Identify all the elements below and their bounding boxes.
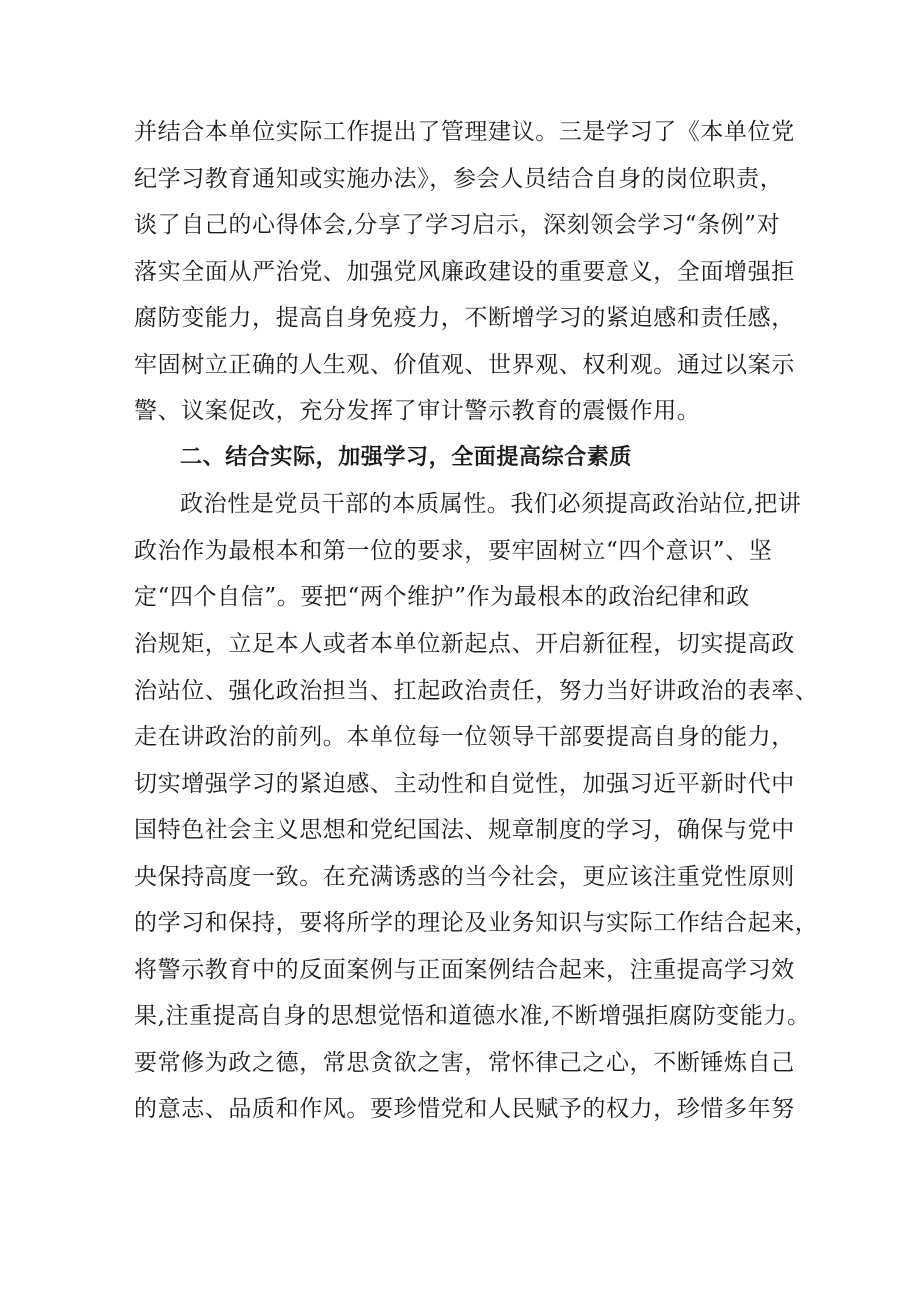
text-line: 谈了自己的心得体会,分享了学习启示，深刻领会学习“条例”对 — [134, 212, 781, 239]
text-line: 将警示教育中的反面案例与正面案例结合起来，注重提高学习效 — [134, 956, 795, 983]
text-line: 警、议案促改，充分发挥了审计警示教育的震慑作用。 — [134, 398, 701, 425]
text-line: 果,注重提高自身的思想觉悟和道德水准,不断增强拒腐防变能力。 — [134, 1003, 811, 1030]
text-line: 治规矩，立足本人或者本单位新起点、开启新征程，切实提高政 — [134, 631, 795, 658]
text-line: 并结合本单位实际工作提出了管理建议。三是学习了《本单位党 — [134, 119, 795, 145]
text-line: 牢固树立正确的人生观、价值观、世界观、权利观。通过以案示 — [134, 351, 795, 378]
text-line: 的学习和保持，要将所学的理论及业务知识与实际工作结合起来， — [134, 910, 819, 937]
text-line: 国特色社会主义思想和党纪国法、规章制度的学习，确保与党中 — [134, 817, 795, 844]
text-line: 落实全面从严治党、加强党风廉政建设的重要意义，全面增强拒 — [134, 258, 795, 285]
text-line: 腐防变能力，提高自身免疫力，不断增学习的紧迫感和责任感， — [134, 305, 795, 332]
text-line: 走在讲政治的前列。本单位每一位领导干部要提高自身的能力， — [134, 724, 795, 751]
text-line: 切实增强学习的紧迫感、主动性和自觉性，加强习近平新时代中 — [134, 770, 795, 797]
text-line: 政治作为最根本和第一位的要求，要牢固树立“四个意识”、坚 — [134, 537, 773, 564]
paragraph-political — [134, 481, 819, 1133]
paragraph-review — [134, 109, 794, 435]
document-body — [134, 109, 819, 1133]
text-line: 政治性是党员干部的本质属性。我们必须提高政治站位,把讲 — [180, 491, 802, 518]
section-heading: 二、结合实际，加强学习，全面提高综合素质 — [180, 444, 633, 470]
text-line: 央保持高度一致。在充满诱惑的当今社会，更应该注重党性原则 — [134, 863, 795, 890]
text-line: 的意志、品质和作风。要珍惜党和人民赋予的权力，珍惜多年努 — [134, 1096, 795, 1123]
text-line: 纪学习教育通知或实施办法》，参会人员结合自身的岗位职责， — [134, 165, 784, 192]
text-line: 定“四个自信”。要把“两个维护”作为最根本的政治纪律和政 — [134, 584, 750, 611]
text-line: 要常修为政之德，常思贪欲之害，常怀律己之心，不断锤炼自己 — [134, 1049, 795, 1076]
text-line: 治站位、强化政治担当、扛起政治责任，努力当好讲政治的表率、 — [134, 677, 819, 704]
